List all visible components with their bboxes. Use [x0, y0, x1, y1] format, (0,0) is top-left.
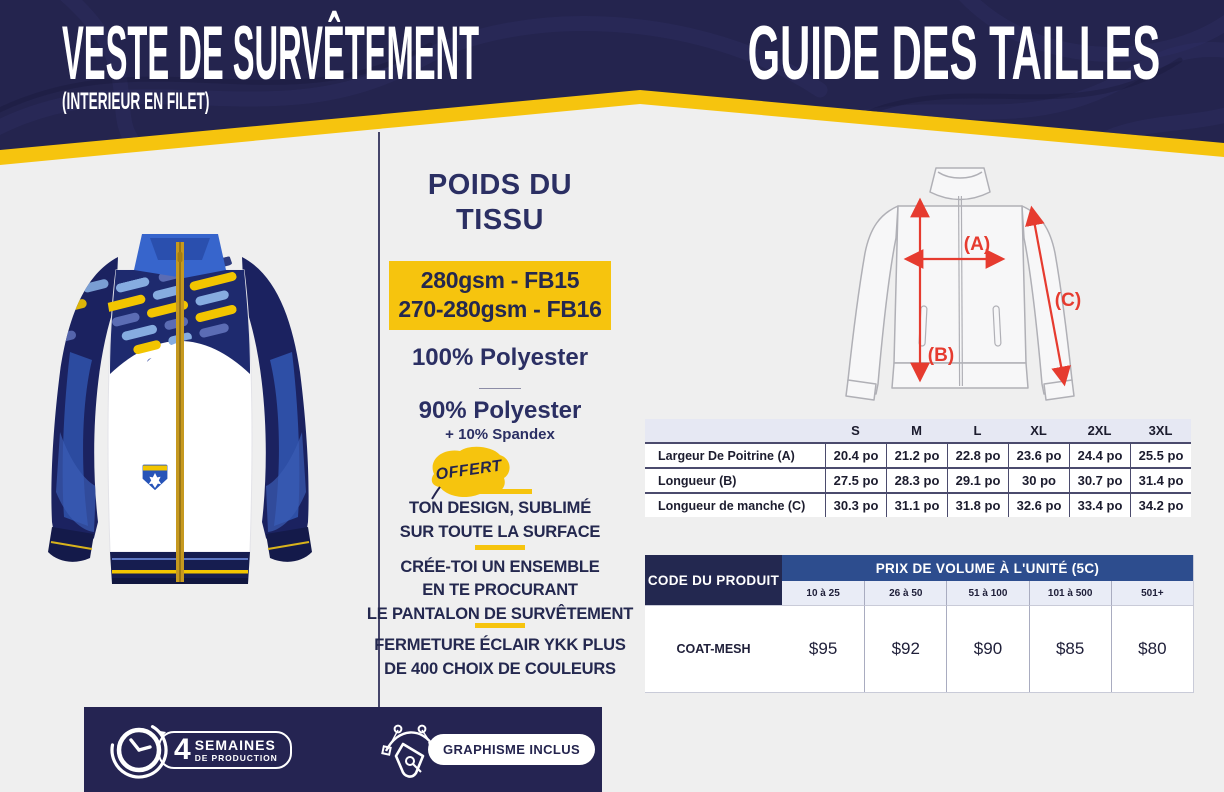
- composition-divider: [479, 388, 521, 389]
- volume-price-header: PRIX DE VOLUME À L'UNITÉ (5C): [782, 555, 1193, 581]
- feature-sublimation: TON DESIGN, SUBLIMÉ SUR TOUTE LA SURFACE: [399, 499, 601, 541]
- production-time-pill: [158, 731, 292, 769]
- price-value: $95: [782, 605, 864, 692]
- tier-header: 26 à 50: [864, 581, 946, 605]
- volume-pricing-table: [645, 555, 1194, 693]
- price-value: $85: [1029, 605, 1111, 692]
- size-value: 24.4 po: [1069, 442, 1130, 467]
- measurement-diagram: [820, 158, 1100, 408]
- size-value: 31.4 po: [1130, 467, 1191, 492]
- composition-2: 90% Polyester: [418, 397, 582, 424]
- size-col-header: [645, 419, 825, 442]
- feature-divider-1: [475, 545, 525, 550]
- size-guide-title: GUIDE DES TAILLES: [747, 11, 1160, 96]
- production-sub-label: DE PRODUCTION: [194, 752, 278, 763]
- price-value: $92: [864, 605, 946, 692]
- size-value: 29.1 po: [947, 467, 1008, 492]
- size-col-header: M: [886, 419, 947, 442]
- product-code-header: CODE DU PRODUIT: [645, 555, 782, 605]
- composition-2-sub: + 10% Spandex: [445, 426, 555, 443]
- size-value: 21.2 po: [886, 442, 947, 467]
- size-value: 30 po: [1008, 467, 1069, 492]
- size-col-header: S: [825, 419, 886, 442]
- size-row-label: Longueur (B): [645, 467, 825, 492]
- production-weeks-label: SEMAINES: [194, 736, 276, 753]
- size-col-header: XL: [1008, 419, 1069, 442]
- fabric-weight-values: [389, 261, 611, 330]
- size-value: 27.5 po: [825, 467, 886, 492]
- diagram-label-c: (C): [1054, 290, 1082, 311]
- diagram-label-b: (B): [927, 345, 955, 366]
- fabric-info-column: [340, 0, 660, 792]
- size-row-label: Longueur de manche (C): [645, 492, 825, 517]
- tier-header: 10 à 25: [782, 581, 864, 605]
- diagram-label-a: (A): [963, 234, 991, 255]
- size-value: 25.5 po: [1130, 442, 1191, 467]
- tier-header: 101 à 500: [1029, 581, 1111, 605]
- page-title: VESTE DE SURVÊTEMENT: [62, 11, 480, 96]
- fabric-weight-heading: [340, 168, 660, 238]
- size-table: [645, 419, 1191, 517]
- size-value: 31.8 po: [947, 492, 1008, 517]
- size-row-label: Largeur De Poitrine (A): [645, 442, 825, 467]
- price-value: $80: [1111, 605, 1193, 692]
- tier-header: 501+: [1111, 581, 1193, 605]
- offert-badge-label: OFFERT: [434, 457, 504, 484]
- footer-bar: [84, 707, 602, 792]
- fabric-weight-1: 280gsm - FB15: [420, 267, 580, 293]
- production-number: 4: [174, 733, 191, 766]
- size-value: 28.3 po: [886, 467, 947, 492]
- size-col-header: 2XL: [1069, 419, 1130, 442]
- production-time-badge: [108, 719, 292, 781]
- price-value: $90: [946, 605, 1028, 692]
- jacket-product-image: [30, 212, 330, 602]
- size-col-header: L: [947, 419, 1008, 442]
- feature-zipper: FERMETURE ÉCLAIR YKK PLUS DE 400 CHOIX DE COULEURS: [374, 636, 626, 678]
- feature-divider-2: [475, 623, 525, 628]
- product-code: COAT-MESH: [645, 605, 782, 692]
- graphics-included-pill: GRAPHISME INCLUS: [428, 734, 595, 765]
- fabric-weight-2: 270-280gsm - FB16: [398, 295, 602, 322]
- size-value: 31.1 po: [886, 492, 947, 517]
- size-value: 34.2 po: [1130, 492, 1191, 517]
- feature-ensemble: CRÉE-TOI UN ENSEMBLE EN TE PROCURANT LE PANTALON DE SURVÊTEMENT: [366, 558, 634, 623]
- size-value: 30.3 po: [825, 492, 886, 517]
- size-value: 22.8 po: [947, 442, 1008, 467]
- size-value: 23.6 po: [1008, 442, 1069, 467]
- fabric-weight-heading-line2: TISSU: [456, 203, 544, 236]
- size-value: 20.4 po: [825, 442, 886, 467]
- size-value: 30.7 po: [1069, 467, 1130, 492]
- size-col-header: 3XL: [1130, 419, 1191, 442]
- offert-underline: [472, 489, 532, 494]
- page-subtitle: (INTERIEUR EN FILET): [62, 88, 210, 115]
- size-value: 33.4 po: [1069, 492, 1130, 517]
- tier-header: 51 à 100: [946, 581, 1028, 605]
- graphics-included-badge: [378, 717, 595, 781]
- size-value: 32.6 po: [1008, 492, 1069, 517]
- composition-1: 100% Polyester: [411, 344, 589, 371]
- fabric-weight-heading-line1: POIDS DU: [427, 169, 573, 201]
